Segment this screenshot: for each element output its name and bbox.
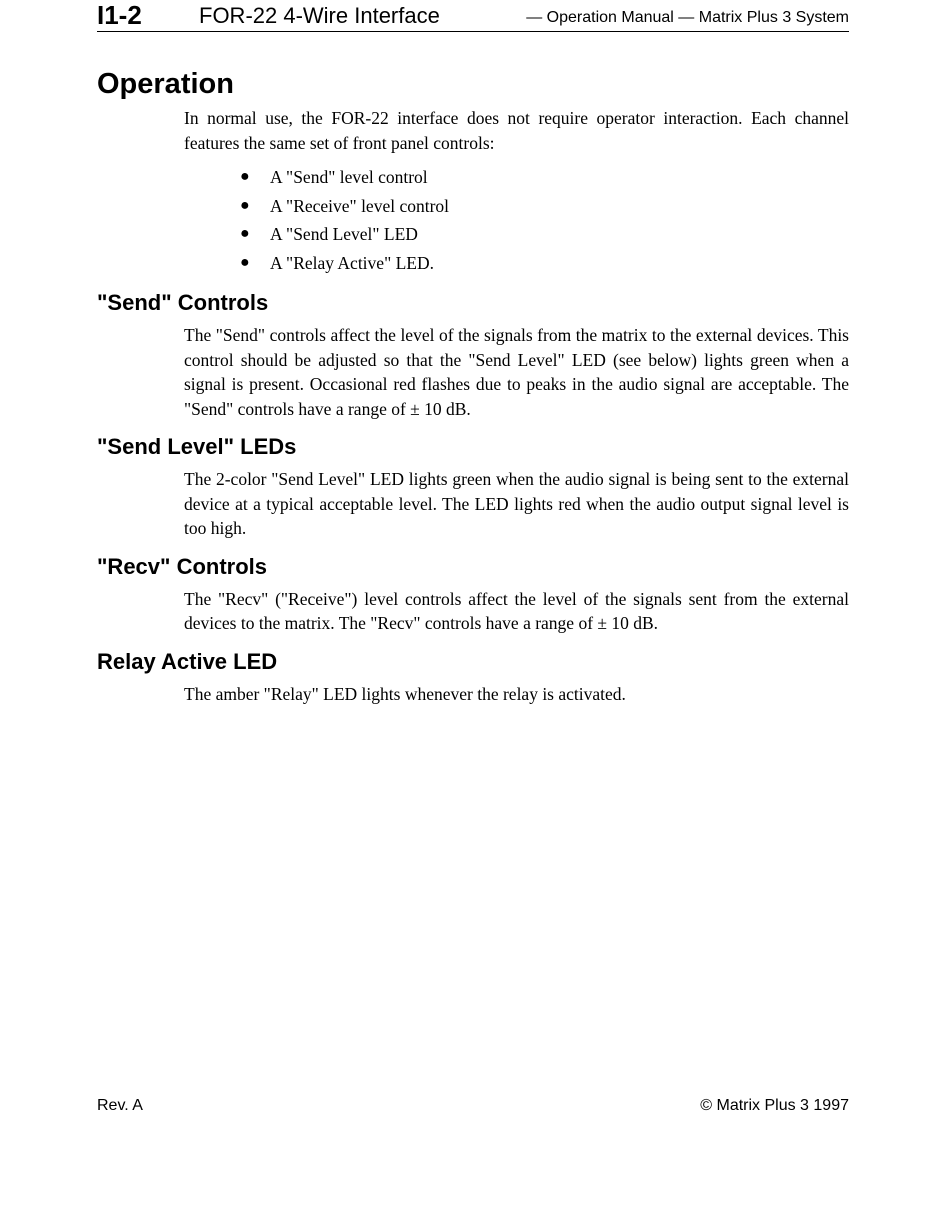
bullet-icon: ● (240, 196, 250, 214)
send-controls-paragraph: The "Send" controls affect the level of the signals from the matrix to the external devices. This control should be adjusted so that the "Send Level" LED (see below) lights green when a signal is present. Occasional red flashes due to peaks in the audio signal are acceptable. The "Send" controls have a range of ± 10 dB. (184, 325, 849, 419)
list-item-text: A "Send" level control (270, 167, 428, 187)
bullet-icon: ● (240, 253, 250, 271)
relay-active-led-paragraph: The amber "Relay" LED lights whenever the relay is activated. (184, 683, 626, 704)
list-item-text: A "Relay Active" LED. (270, 252, 434, 273)
subsection-heading-relay-active-led: Relay Active LED (97, 648, 278, 674)
list-item-text: A "Send Level" LED (270, 224, 418, 244)
footer-copyright: © Matrix Plus 3 1997 (700, 1097, 849, 1114)
page-header (97, 0, 849, 32)
section-heading-operation: Operation (97, 68, 234, 100)
list-item-text: A "Receive" level control (270, 195, 450, 216)
document-subtitle: — Operation Manual — Matrix Plus 3 System (526, 9, 849, 26)
list-item (240, 163, 849, 192)
footer-revision: Rev. A (97, 1097, 143, 1114)
list-item (240, 249, 849, 278)
bullet-icon: ● (240, 168, 250, 185)
send-level-leds-paragraph: The 2-color "Send Level" LED lights green when the audio signal is being sent to the external device at a typical acceptable level. The LED lights red when the audio output signal level is too high. (184, 469, 849, 538)
document-title: FOR-22 4-Wire Interface (199, 3, 440, 28)
subsection-heading-recv-controls: "Recv" Controls (97, 553, 268, 579)
subsection-heading-send-level-leds: "Send Level" LEDs (97, 434, 297, 459)
page-number: I1-2 (97, 0, 142, 30)
list-item (240, 220, 849, 249)
recv-controls-paragraph: The "Recv" ("Receive") level controls affect the level of the signals sent from the external devices to the matrix. The "Recv" controls have a range of ± 10 dB. (184, 588, 849, 633)
bullet-icon: ● (240, 225, 250, 242)
page-content (97, 60, 849, 706)
controls-list (97, 163, 849, 277)
intro-paragraph: In normal use, the FOR-22 interface does not require operator interaction. Each channel features the same set of front panel controls: (184, 108, 849, 153)
list-item (240, 192, 849, 221)
subsection-heading-send-controls: "Send" Controls (97, 290, 269, 315)
